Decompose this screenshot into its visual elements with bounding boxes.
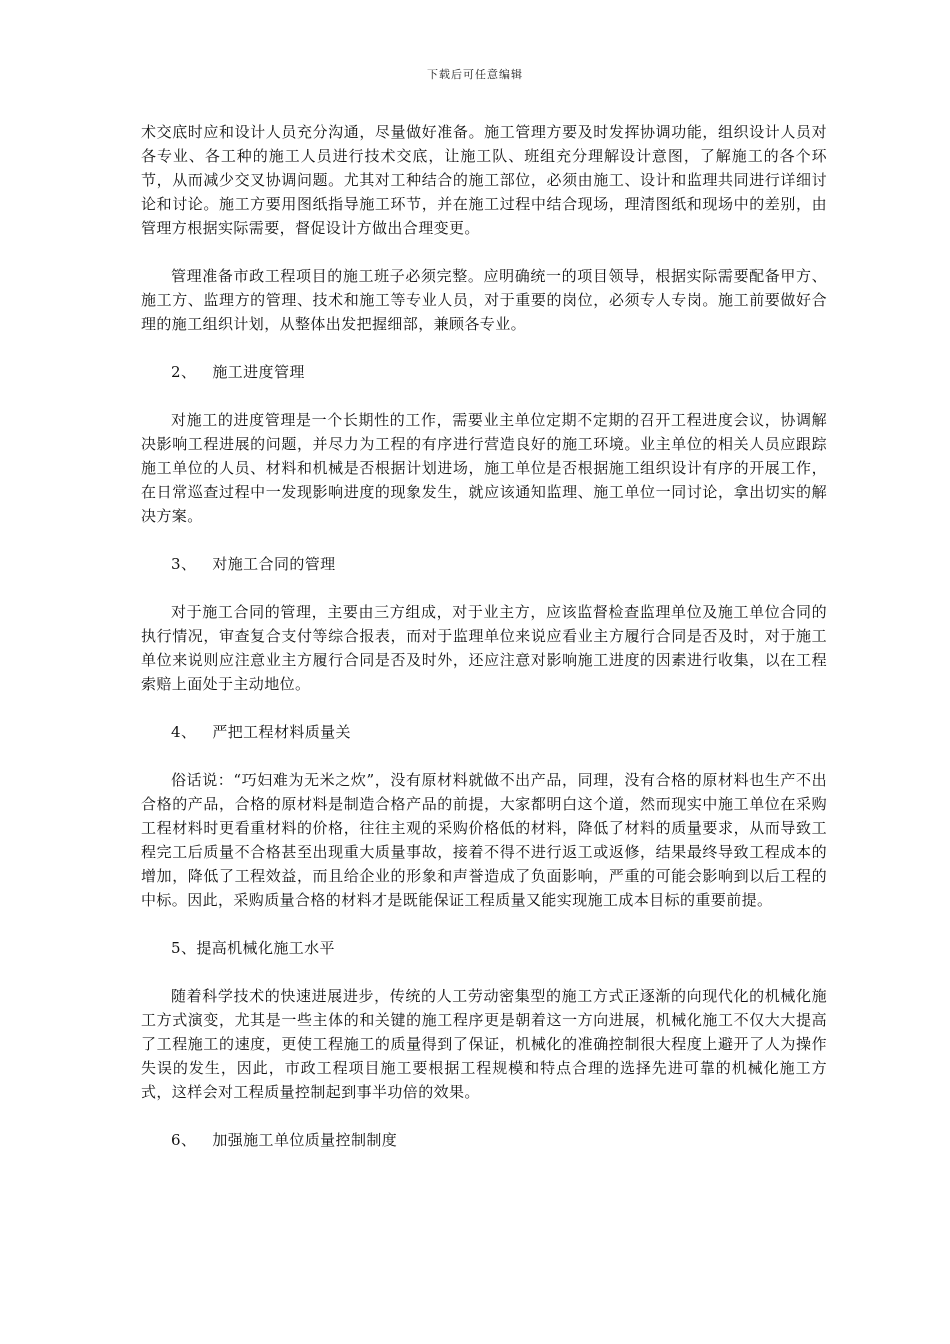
section-title: 提高机械化施工水平 — [196, 939, 335, 957]
section-number: 6、 — [171, 1131, 197, 1149]
section-title: 严把工程材料质量关 — [212, 723, 351, 741]
paragraph-design-communication: 术交底时应和设计人员充分沟通，尽量做好准备。施工管理方要及时发挥协调功能，组织设计人员对各专业、各工种的施工人员进行技术交底，让施工队、班组充分理解设计意图，了解施工的各个环节，从而减少交叉协调问题。尤其对工种结合的施工部位，必须由施工、设计和监理共同进行详细讨论和讨论。施工方要用图纸指导施工环节，并在施工过程中结合现场，理清图纸和现场中的差别，由管理方根据实际需要，督促设计方做出合理变更。 — [141, 123, 827, 237]
page-header: 下载后可任意编辑 — [427, 68, 523, 81]
section-title: 施工进度管理 — [212, 363, 305, 381]
paragraph-management-preparation: 管理准备市政工程项目的施工班子必须完整。应明确统一的项目领导，根据实际需要配备甲方、施工方、监理方的管理、技术和施工等专业人员，对于重要的岗位，必须专人专岗。施工前要做好合理的施工组织计划，从整体出发把握细部，兼顾各专业。 — [141, 267, 827, 333]
section-heading-6 — [141, 1128, 827, 1152]
section-number: 5、 — [171, 939, 197, 957]
section-heading-4 — [141, 720, 827, 744]
paragraph-contract-management: 对于施工合同的管理，主要由三方组成，对于业主方，应该监督检查监理单位及施工单位合同的执行情况，审查复合支付等综合报表，而对于监理单位来说应看业主方履行合同是否及时，对于施工单位来说则应注意业主方履行合同是否及时外，还应注意对影响施工进度的因素进行收集，以在工程索赔上面处于主动地位。 — [141, 603, 827, 693]
section-heading-5 — [141, 936, 827, 960]
paragraph-material-quality: 俗话说：“巧妇难为无米之炊”，没有原材料就做不出产品，同理，没有合格的原材料也生产不出合格的产品，合格的原材料是制造合格产品的前提，大家都明白这个道，然而现实中施工单位在采购工程材料时更看重材料的价格，往往主观的采购价格低的材料，降低了材料的质量要求，从而导致工程完工后质量不合格甚至出现重大质量事故，接着不得不进行返工或返修，结果最终导致工程成本的增加，降低了工程效益，而且给企业的形象和声誉造成了负面影响，严重的可能会影响到以后工程的中标。因此，采购质量合格的材料才是既能保证工程质量又能实现施工成本目标的重要前提。 — [141, 771, 827, 909]
section-number: 2、 — [171, 363, 197, 381]
paragraph-progress-management: 对施工的进度管理是一个长期性的工作，需要业主单位定期不定期的召开工程进度会议，协调解决影响工程进展的问题，并尽力为工程的有序进行营造良好的施工环境。业主单位的相关人员应跟踪施工单位的人员、材料和机械是否根据计划进场，施工单位是否根据施工组织设计有序的开展工作，在日常巡查过程中一发现影响进度的现象发生，就应该通知监理、施工单位一同讨论，拿出切实的解决方案。 — [141, 411, 827, 525]
section-heading-2 — [141, 360, 827, 384]
section-number: 3、 — [171, 555, 197, 573]
section-title: 对施工合同的管理 — [212, 555, 336, 573]
document-body — [141, 120, 827, 1176]
section-heading-3 — [141, 552, 827, 576]
paragraph-mechanization: 随着科学技术的快速进展进步，传统的人工劳动密集型的施工方式正逐渐的向现代化的机械化施工方式演变，尤其是一些主体的和关键的施工程序更是朝着这一方向进展，机械化施工不仅大大提高了工程施工的速度，更使工程施工的质量得到了保证，机械化的准确控制很大程度上避开了人为操作失误的发生，因此，市政工程项目施工要根据工程规模和特点合理的选择先进可靠的机械化施工方式，这样会对工程质量控制起到事半功倍的效果。 — [141, 987, 827, 1101]
section-number: 4、 — [171, 723, 197, 741]
section-title: 加强施工单位质量控制制度 — [212, 1131, 398, 1149]
